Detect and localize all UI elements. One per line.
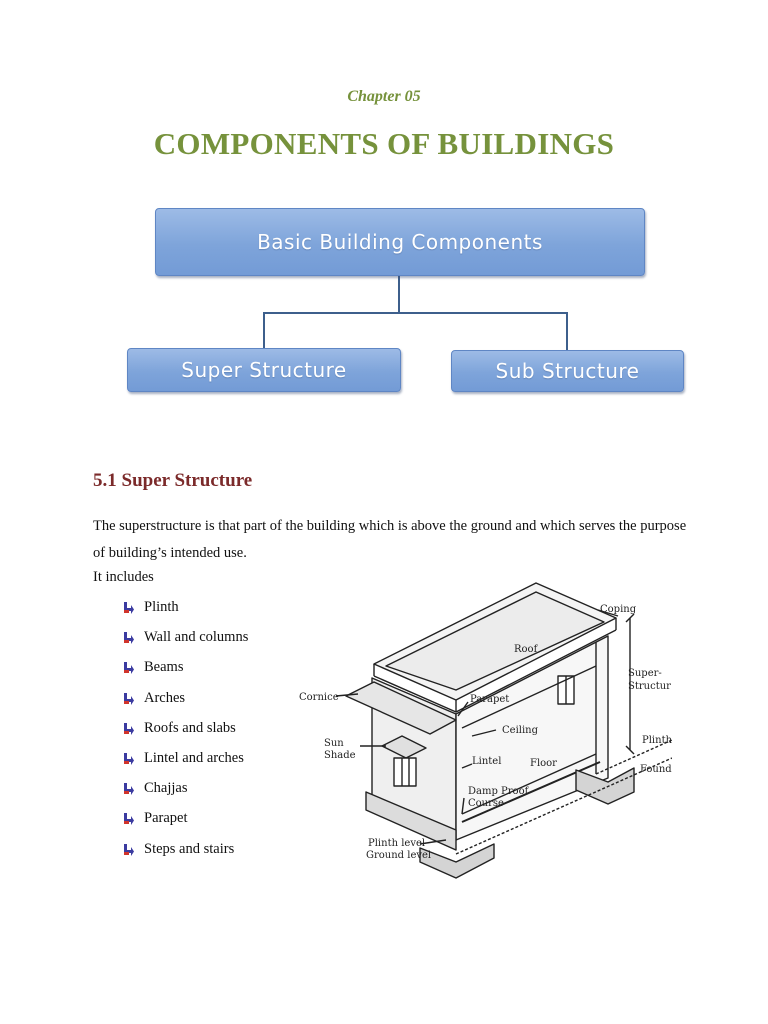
label-cornice: Cornice (299, 692, 339, 703)
label-course: Course (468, 798, 504, 809)
label-super-1: Super- (628, 668, 662, 679)
label-super-2: Structur (628, 681, 671, 692)
label-shade: Shade (324, 750, 356, 761)
diagram-connectors (0, 0, 768, 400)
list-item-label: Arches (144, 689, 186, 706)
list-item-label: Chajjas (144, 780, 188, 797)
list-item-label: Parapet (144, 810, 188, 827)
list-item (122, 690, 248, 720)
arrow-bullet-icon (122, 722, 135, 736)
label-plinth-level: Plinth level (368, 838, 426, 849)
diagram-sub-structure-box (451, 350, 684, 392)
label-damp-proof: Damp Proof (468, 786, 529, 797)
label-plinth: Plinth (642, 735, 672, 746)
list-item (122, 599, 248, 629)
section-heading: 5.1 Super Structure (93, 470, 253, 491)
arrow-bullet-icon (122, 601, 135, 615)
list-item (122, 659, 248, 689)
label-ground-level: Ground level (366, 850, 432, 861)
list-item (122, 780, 248, 810)
diagram-root-label: Basic Building Components (257, 230, 543, 254)
list-item-label: Roofs and slabs (144, 719, 236, 736)
components-list (122, 599, 248, 871)
label-sun: Sun (324, 738, 344, 749)
list-item (122, 629, 248, 659)
arrow-bullet-icon (122, 782, 135, 796)
list-item (122, 720, 248, 750)
arrow-bullet-icon (122, 752, 135, 766)
label-foundation: Found (640, 764, 672, 775)
list-item (122, 841, 248, 871)
label-floor: Floor (530, 758, 557, 769)
list-item-label: Lintel and arches (144, 749, 244, 766)
arrow-bullet-icon (122, 631, 135, 645)
label-ceiling: Ceiling (502, 725, 539, 736)
includes-label: It includes (93, 569, 154, 585)
section-paragraph: The superstructure is that part of the building which is above the ground and which serves the purpose of building’s intended use. (93, 518, 687, 561)
label-parapet: Parapet (470, 694, 510, 705)
list-item-label: Plinth (144, 599, 179, 615)
building-section-illustration (296, 578, 672, 884)
list-item (122, 750, 248, 780)
chapter-label: Chapter 05 (347, 88, 421, 105)
diagram-super-structure-label: Super Structure (181, 358, 347, 382)
list-item-label: Wall and columns (144, 629, 249, 646)
label-lintel: Lintel (472, 756, 502, 767)
arrow-bullet-icon (122, 843, 135, 857)
list-item (122, 810, 248, 840)
list-item-label: Beams (144, 659, 184, 676)
page-title: COMPONENTS OF BUILDINGS (153, 126, 615, 161)
arrow-bullet-icon (122, 812, 135, 826)
diagram-root-box (155, 208, 645, 276)
label-roof: Roof (514, 644, 538, 655)
label-coping: Coping (600, 604, 637, 615)
diagram-super-structure-box (127, 348, 401, 392)
arrow-bullet-icon (122, 692, 135, 706)
arrow-bullet-icon (122, 661, 135, 675)
diagram-sub-structure-label: Sub Structure (495, 359, 640, 383)
list-item-label: Steps and stairs (144, 840, 235, 857)
